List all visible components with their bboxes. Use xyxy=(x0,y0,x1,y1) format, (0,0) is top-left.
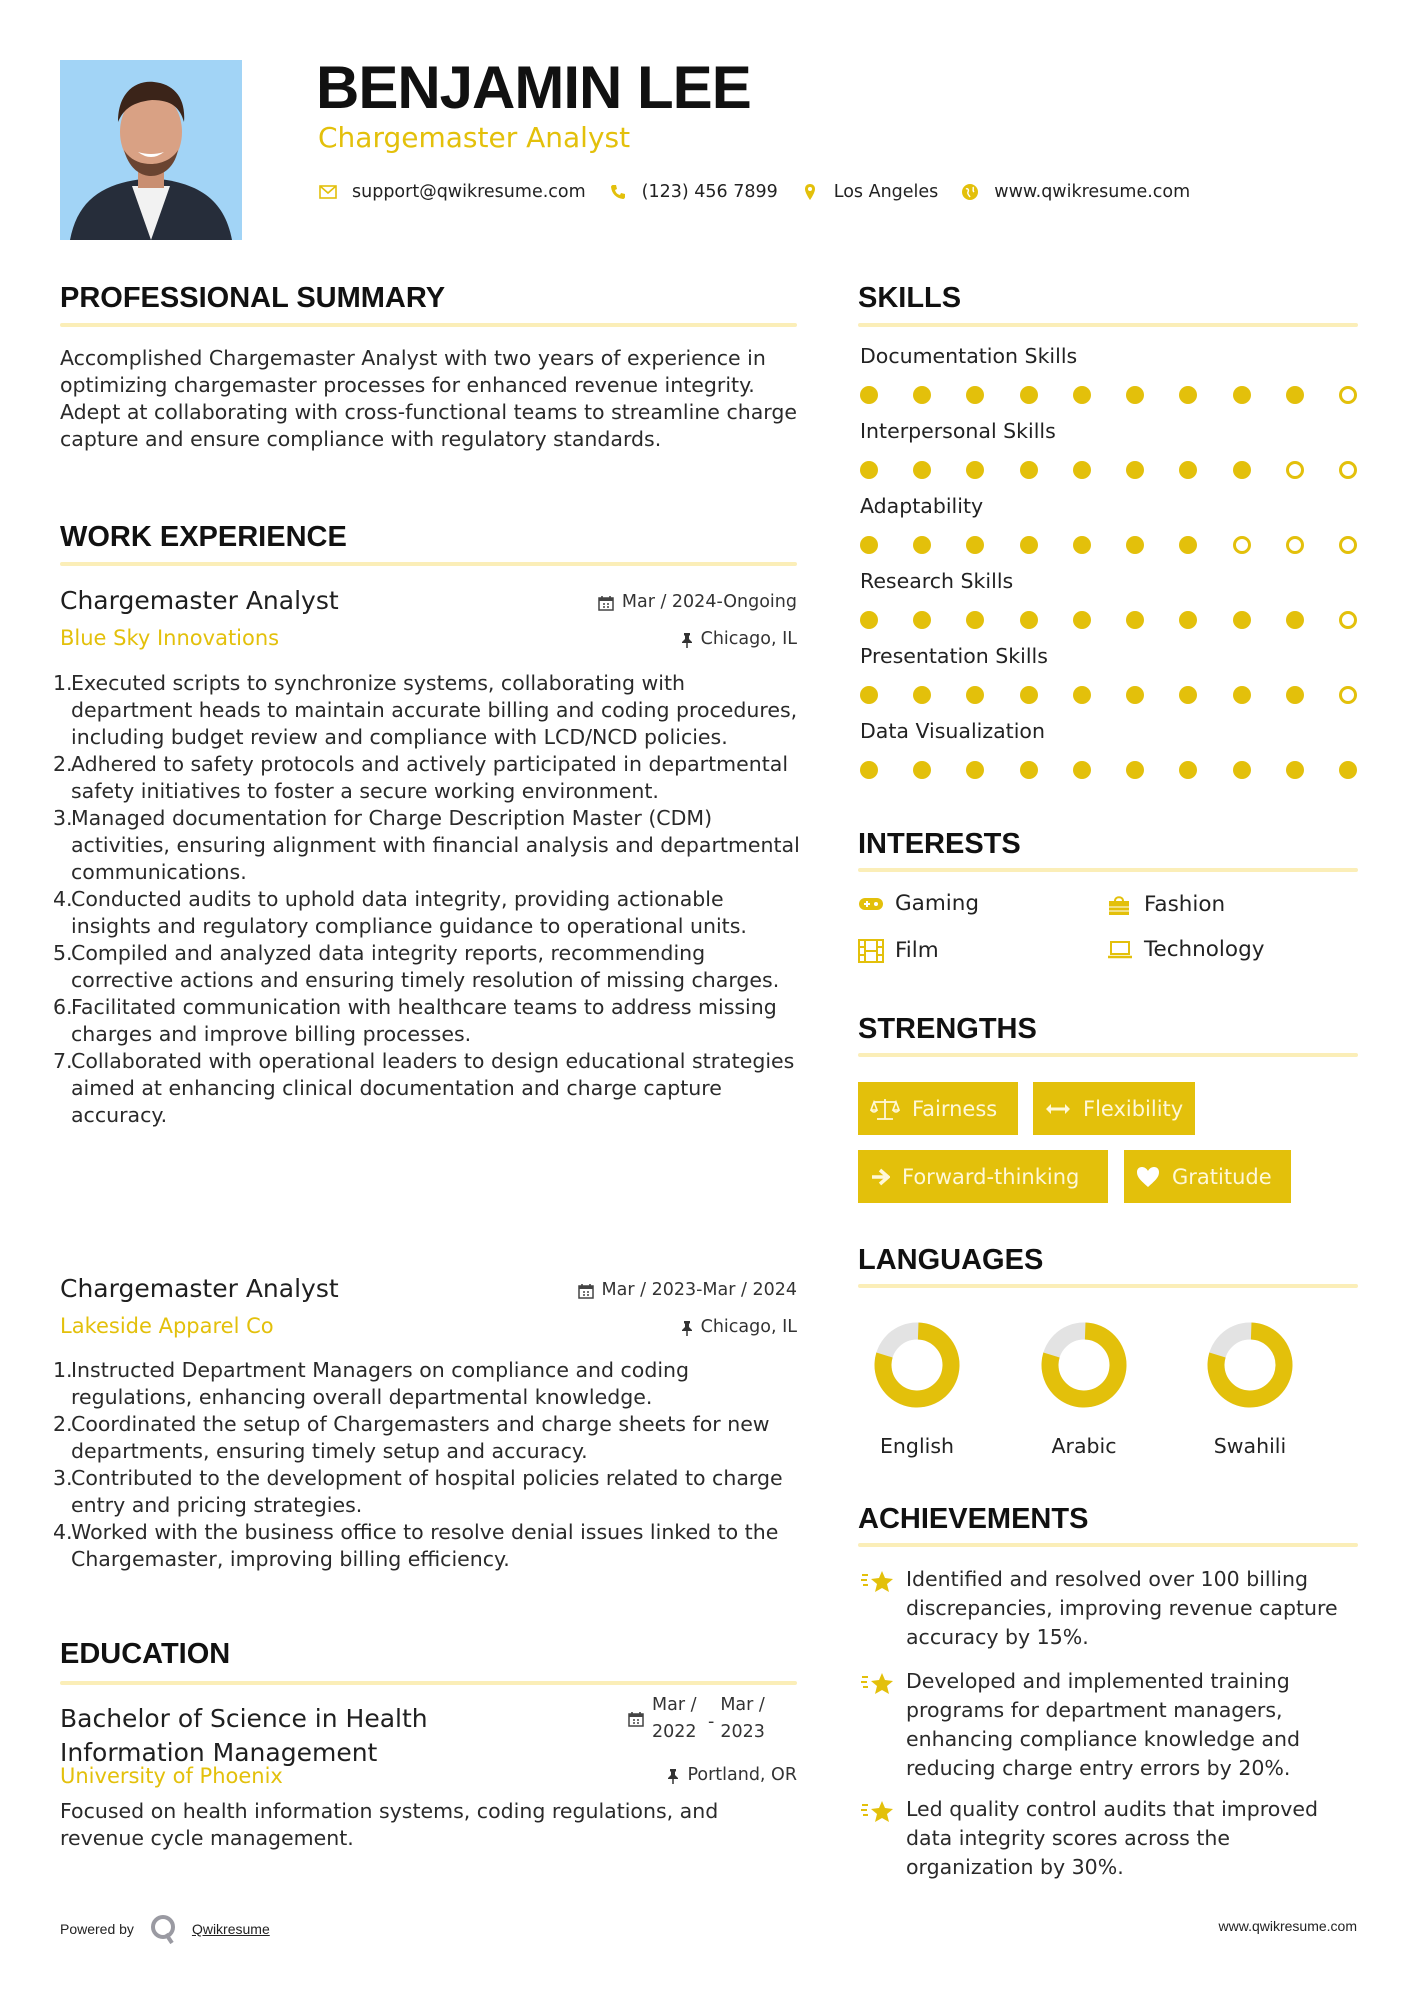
strengths-heading: STRENGTHS xyxy=(858,1013,1037,1045)
interest-item-film: Film xyxy=(858,939,939,963)
job-location xyxy=(681,1319,797,1337)
skill-rating xyxy=(860,611,1357,629)
rating-dot-filled xyxy=(1233,686,1251,704)
job-dates xyxy=(598,594,797,612)
list-item: 3. Contributed to the development of hospital policies related to charge entry and pricing strategies. xyxy=(53,1466,783,1517)
list-item: 2. Coordinated the setup of Chargemasters and charge sheets for new departments, ensuring timely setup and accuracy. xyxy=(53,1412,770,1463)
job-bullets xyxy=(53,1357,803,1573)
job-location-text: Chicago, IL xyxy=(700,1317,797,1337)
rating-dot-filled xyxy=(1020,461,1038,479)
job-dates-text: Mar / 2023-Mar / 2024 xyxy=(601,1280,797,1300)
shopping-bag-icon xyxy=(1107,893,1133,917)
rating-dot-filled xyxy=(1179,386,1197,404)
rating-dot-filled xyxy=(966,536,984,554)
candidate-name: BENJAMIN LEE xyxy=(316,54,751,121)
rating-dot-filled xyxy=(1179,536,1197,554)
qwikresume-logo-icon xyxy=(150,1914,178,1944)
footer-powered-by xyxy=(60,1914,270,1944)
skill-name: Research Skills xyxy=(860,569,1014,593)
contact-phone-text: (123) 456 7899 xyxy=(641,182,778,202)
languages-heading: LANGUAGES xyxy=(858,1244,1044,1276)
list-item: 7. Collaborated with operational leaders to design educational strategies aimed at enhancing clinical documentation and charge capture accuracy. xyxy=(53,1049,795,1127)
contact-location xyxy=(800,182,939,202)
profile-photo xyxy=(60,60,242,240)
rating-dot-filled xyxy=(1233,386,1251,404)
experience-heading: WORK EXPERIENCE xyxy=(60,521,347,553)
pushpin-icon xyxy=(667,1768,679,1784)
language-donut-chart xyxy=(874,1322,960,1408)
list-item: 4. Worked with the business office to resolve denial issues linked to the Chargemaster, improving billing efficiency. xyxy=(53,1520,779,1571)
contact-phone[interactable] xyxy=(608,182,778,202)
achievement-item: Developed and implemented training programs for department managers, enhancing compliance knowledge and reducing charge entry errors by 20%. xyxy=(860,1667,1360,1783)
list-item: 2. Adhered to safety protocols and actively participated in departmental safety initiatives to foster a secure working environment. xyxy=(53,752,789,803)
list-item: 3. Managed documentation for Charge Description Master (CDM) activities, ensuring alignment with financial analysis and departmental communications. xyxy=(53,806,800,884)
achievements-heading: ACHIEVEMENTS xyxy=(858,1503,1089,1535)
job-dates xyxy=(578,1282,797,1300)
contact-location-text: Los Angeles xyxy=(833,182,939,202)
rating-dot-filled xyxy=(1073,686,1091,704)
skill-rating xyxy=(860,686,1357,704)
rating-dot-filled xyxy=(1233,611,1251,629)
rating-dot-filled xyxy=(1020,386,1038,404)
skill-rating xyxy=(860,536,1357,554)
rating-dot-filled xyxy=(966,686,984,704)
language-item xyxy=(1024,1322,1144,1457)
rating-dot-filled xyxy=(1286,611,1304,629)
skill-row xyxy=(860,721,1360,779)
degree-title: Bachelor of Science in Health Information Management xyxy=(60,1704,428,1767)
contact-bar xyxy=(318,182,1212,202)
rating-dot-filled xyxy=(1233,761,1251,779)
skill-name: Data Visualization xyxy=(860,719,1045,743)
skill-rating xyxy=(860,386,1357,404)
job-bullets xyxy=(53,670,803,1129)
pushpin-icon xyxy=(681,1320,693,1336)
education-heading: EDUCATION xyxy=(60,1638,231,1670)
contact-website[interactable] xyxy=(960,182,1190,202)
film-icon xyxy=(858,939,884,963)
language-donut-chart xyxy=(1041,1322,1127,1408)
rating-dot-empty xyxy=(1339,686,1357,704)
rating-dot-filled xyxy=(913,686,931,704)
rating-dot-filled xyxy=(913,611,931,629)
rating-dot-filled xyxy=(860,386,878,404)
skill-name: Presentation Skills xyxy=(860,644,1048,668)
rating-dot-filled xyxy=(1179,461,1197,479)
job-dates-text: Mar / 2024-Ongoing xyxy=(621,592,797,612)
list-item: 1. Executed scripts to synchronize systems, collaborating with department heads to maintain accurate billing and coding procedures, including budget review and compliance with LCD/NCD policies. xyxy=(53,671,798,749)
laptop-icon xyxy=(1107,940,1133,960)
education-start: Mar / 2022 xyxy=(652,1695,697,1742)
achievement-item: Led quality control audits that improved data integrity scores across the organization by 30%. xyxy=(860,1795,1360,1882)
rating-dot-filled xyxy=(1073,461,1091,479)
envelope-icon xyxy=(318,182,338,202)
education-location-text: Portland, OR xyxy=(687,1765,797,1785)
section-divider xyxy=(60,1681,797,1685)
contact-email-text: support@qwikresume.com xyxy=(352,182,586,202)
star-icon xyxy=(860,1565,900,1652)
calendar-icon xyxy=(598,595,614,611)
calendar-icon xyxy=(628,1711,644,1727)
school-name: University of Phoenix xyxy=(60,1764,283,1788)
skill-name: Adaptability xyxy=(860,494,984,518)
rating-dot-filled xyxy=(1286,686,1304,704)
rating-dot-filled xyxy=(860,536,878,554)
rating-dot-filled xyxy=(1073,386,1091,404)
interest-item-fashion: Fashion xyxy=(1107,893,1225,917)
language-name: English xyxy=(879,1434,955,1458)
pushpin-icon xyxy=(681,632,693,648)
rating-dot-filled xyxy=(1073,611,1091,629)
rating-dot-filled xyxy=(860,761,878,779)
gamepad-icon xyxy=(858,896,884,912)
education-dates xyxy=(628,1692,770,1746)
language-name: Arabic xyxy=(1051,1434,1117,1458)
rating-dot-filled xyxy=(1126,536,1144,554)
rating-dot-filled xyxy=(1126,386,1144,404)
rating-dot-filled xyxy=(1286,761,1304,779)
job-title: Chargemaster Analyst xyxy=(60,586,339,615)
list-item: 4. Conducted audits to uphold data integrity, providing actionable insights and regulatory compliance guidance to operational units. xyxy=(53,887,747,938)
rating-dot-filled xyxy=(1073,761,1091,779)
section-divider xyxy=(858,1053,1358,1057)
rating-dot-filled xyxy=(860,686,878,704)
rating-dot-empty xyxy=(1286,461,1304,479)
rating-dot-empty xyxy=(1339,386,1357,404)
language-item xyxy=(857,1322,977,1457)
contact-email[interactable] xyxy=(318,182,586,202)
rating-dot-filled xyxy=(966,611,984,629)
company-name: Blue Sky Innovations xyxy=(60,626,280,650)
rating-dot-filled xyxy=(1126,761,1144,779)
language-name: Swahili xyxy=(1213,1434,1287,1458)
rating-dot-filled xyxy=(1020,686,1038,704)
section-divider xyxy=(858,1284,1358,1288)
footer-website[interactable]: www.qwikresume.com xyxy=(1218,1918,1357,1934)
heart-icon xyxy=(1136,1166,1160,1188)
rating-dot-filled xyxy=(1286,386,1304,404)
rating-dot-filled xyxy=(966,761,984,779)
language-donut-chart xyxy=(1207,1322,1293,1408)
calendar-icon xyxy=(578,1283,594,1299)
candidate-title: Chargemaster Analyst xyxy=(318,121,631,154)
skill-row xyxy=(860,571,1360,629)
strength-chip-forward-thinking: Forward-thinking xyxy=(858,1150,1108,1203)
rating-dot-filled xyxy=(913,386,931,404)
rating-dot-filled xyxy=(913,461,931,479)
rating-dot-filled xyxy=(1126,461,1144,479)
strength-chip-flexibility: Flexibility xyxy=(1033,1082,1195,1135)
company-name: Lakeside Apparel Co xyxy=(60,1314,274,1338)
rating-dot-empty xyxy=(1286,536,1304,554)
strength-chip-fairness: Fairness xyxy=(858,1082,1018,1135)
job-title: Chargemaster Analyst xyxy=(60,1274,339,1303)
rating-dot-filled xyxy=(1339,761,1357,779)
list-item: 5. Compiled and analyzed data integrity reports, recommending corrective actions and ensuring timely resolution of missing charges. xyxy=(53,941,780,992)
skill-row xyxy=(860,646,1360,704)
rating-dot-filled xyxy=(1179,686,1197,704)
summary-heading: PROFESSIONAL SUMMARY xyxy=(60,282,446,314)
rating-dot-filled xyxy=(1020,536,1038,554)
job-location xyxy=(681,631,797,649)
interests-heading: INTERESTS xyxy=(858,828,1021,860)
job-location-text: Chicago, IL xyxy=(700,629,797,649)
language-item xyxy=(1190,1322,1310,1457)
rating-dot-filled xyxy=(1179,611,1197,629)
section-divider xyxy=(858,323,1358,327)
qwikresume-link[interactable]: Qwikresume xyxy=(191,1921,270,1937)
star-icon xyxy=(860,1667,900,1783)
rating-dot-filled xyxy=(860,461,878,479)
map-marker-icon xyxy=(800,182,820,202)
balance-scale-icon xyxy=(870,1097,900,1121)
rating-dot-filled xyxy=(966,461,984,479)
summary-text: Accomplished Chargemaster Analyst with two years of experience in optimizing chargemaster processes for enhanced revenue integrity. Adept at collaborating with cross-functional teams to streamline charge capture and ensure compliance with regulatory standards. xyxy=(60,346,797,451)
skill-row xyxy=(860,421,1360,479)
arrows-horizontal-icon xyxy=(1045,1102,1071,1116)
education-location xyxy=(667,1767,797,1785)
list-item: 6. Facilitated communication with healthcare teams to address missing charges and improve billing processes. xyxy=(53,995,777,1046)
star-icon xyxy=(860,1795,900,1882)
contact-website-text: www.qwikresume.com xyxy=(994,182,1191,202)
date-separator: - xyxy=(708,1711,715,1732)
arrow-right-icon xyxy=(870,1167,890,1187)
section-divider xyxy=(60,323,797,327)
rating-dot-empty xyxy=(1339,461,1357,479)
achievement-item: Identified and resolved over 100 billing discrepancies, improving revenue capture accuracy by 15%. xyxy=(860,1565,1360,1652)
rating-dot-filled xyxy=(913,761,931,779)
skill-name: Documentation Skills xyxy=(860,344,1078,368)
rating-dot-empty xyxy=(1233,536,1251,554)
section-divider xyxy=(858,868,1358,872)
education-end: Mar / 2023 xyxy=(720,1695,765,1742)
interest-item-gaming: Gaming xyxy=(858,893,979,915)
rating-dot-filled xyxy=(1126,686,1144,704)
rating-dot-empty xyxy=(1339,611,1357,629)
section-divider xyxy=(60,562,797,566)
rating-dot-filled xyxy=(966,386,984,404)
globe-icon xyxy=(960,182,980,202)
education-description: Focused on health information systems, coding regulations, and revenue cycle management. xyxy=(60,1799,719,1850)
skill-name: Interpersonal Skills xyxy=(860,419,1056,443)
rating-dot-filled xyxy=(1126,611,1144,629)
rating-dot-filled xyxy=(1020,761,1038,779)
rating-dot-filled xyxy=(1179,761,1197,779)
list-item: 1. Instructed Department Managers on compliance and coding regulations, enhancing overall departmental knowledge. xyxy=(53,1358,690,1409)
skill-rating xyxy=(860,761,1357,779)
skill-row xyxy=(860,496,1360,554)
phone-icon xyxy=(608,182,628,202)
interest-item-technology: Technology xyxy=(1107,939,1264,961)
rating-dot-filled xyxy=(860,611,878,629)
rating-dot-filled xyxy=(1020,611,1038,629)
powered-by-label: Powered by xyxy=(60,1921,134,1937)
rating-dot-filled xyxy=(1073,536,1091,554)
strength-chip-gratitude: Gratitude xyxy=(1124,1150,1291,1203)
section-divider xyxy=(858,1543,1358,1547)
skills-heading: SKILLS xyxy=(858,282,962,314)
skill-row xyxy=(860,346,1360,404)
skill-rating xyxy=(860,461,1357,479)
rating-dot-filled xyxy=(1233,461,1251,479)
rating-dot-filled xyxy=(913,536,931,554)
rating-dot-empty xyxy=(1339,536,1357,554)
